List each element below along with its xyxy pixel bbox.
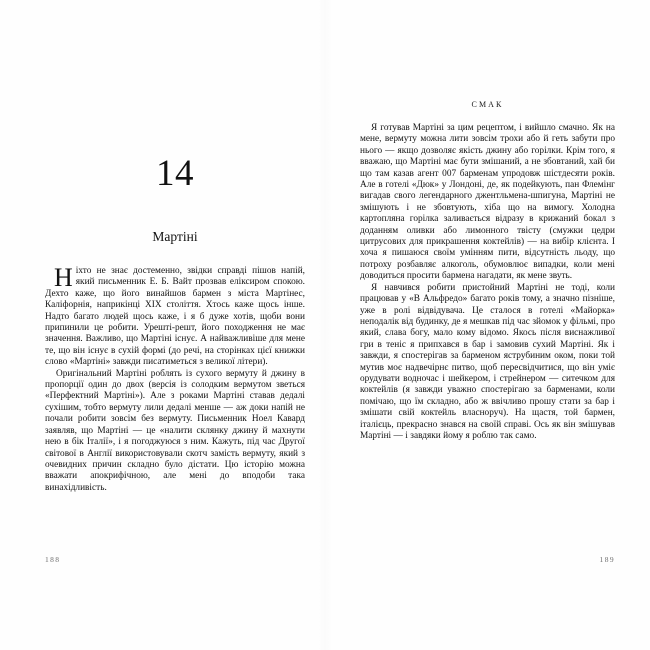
page-number-recto: 189 (599, 555, 615, 564)
page-recto (325, 0, 650, 650)
paragraph: Я навчився робити пристойний Мартіні не тоді, коли працював у «В Альфредо» багато років тому, а значно пізніше, уже в ролі відвідувача. Це сталося в готелі «Майорка» неподалік від будинку, де я мешкав під час зйомок у фільмі, про який, слава богу, мало кому відомо. Якось після виснажливої гри в теніс я припхався в бар і замовив сухий Мартіні. Як і завжди, я спостерігав за барменом яструбиним оком, поки той мутив моє надвечірнє питво, щоб пересвідчитися, що він уміє орудувати водночас і шейкером, і стрейнером — ситечком для коктейлів (я завжди уважно спостерігаю за барменами, коли помічаю, що їм складно, або ж ввічливо прошу стати за бар і змішати свій коктейль власноруч). На щастя, той бармен, італієць, прекрасно знався на своїй справі. Ось як він змішував Мартіні — і завдяки йому я роблю так само. (360, 282, 615, 441)
chapter-title: Мартіні (152, 229, 198, 244)
page-number-verso: 188 (45, 555, 61, 564)
chapter-number: 14 (156, 153, 194, 194)
body-text-recto (360, 123, 615, 442)
paragraph: Оригінальний Мартіні роблять із сухого вермуту й джину в пропорції один до двох (версія із солодким вермутом зветься «Перфектний Мартіні»). Але з роками Мартіні ставав дедалі сухішим, тобто вермуту лили дедалі менше — аж доки напій не почали робити зовсім без вермуту. Письменник Ноел Кавард заявляв, що Мартіні — це «налити склянку джину й махнути нею в бік Італії», і я погоджуюся з ним. Кажуть, під час Другої світової в Англії використовували скотч замість вермуту, який з очевидних причин складно було дістати. Цю історію можна вважати апокрифічною, але мені до вподоби така винахідливість. (45, 368, 305, 493)
body-text-verso (45, 263, 305, 494)
paragraph: Я готував Мартіні за цим рецептом, і вийшло смачно. Як на мене, вермуту можна лити зовсім трохи або й геть забути про нього — якщо дозволяє якість джину або горілки. Крім того, я вважаю, що Мартіні має бути змішаний, а не збовтаний, хай би що там казав агент 007 барменам упродовж шістдесяти років. Але в готелі «Дюк» у Лондоні, де, як подейкують, пан Флемінг вигадав свого легендарного джентльмена-шпигуна, Мартіні не змішують і не збовтують, хіба що на вимогу. Холодна картопляна горілка заливається відразу в крижаний бокал з доданням оливки або лимонного твісту (смужки цедри цитрусових для прикрашення коктейлів) — на вибір клієнта. І хоча я пишаюся своїм умінням пити, відсутність льоду, що потроху розбавляє алкоголь, обумовлює випадки, коли мені доводиться просити бармена нагадати, як мене звуть. (360, 123, 615, 282)
paragraph: Ніхто не знає достеменно, звідки справді пішов напій, який письменник Е. Б. Вайт прозвав еліксиром спокою. Дехто каже, що його винайшов бармен з міста Мартінес, Каліфорнія, наприкінці XIX століття. Хтось каже щось інше. Надто багато людей щось каже, і я б дуже хотів, щоби вони припинили це робити. Урешті-решт, його походження не має значення. Важливо, що Мартіні існує. А найважливіше для мене те, що він існує в сухій формі (до речі, на сторінках цієї книжки слово «Мартіні» завжди писатиметься з великої літери). (45, 263, 305, 368)
running-head: СМАК (471, 100, 504, 109)
